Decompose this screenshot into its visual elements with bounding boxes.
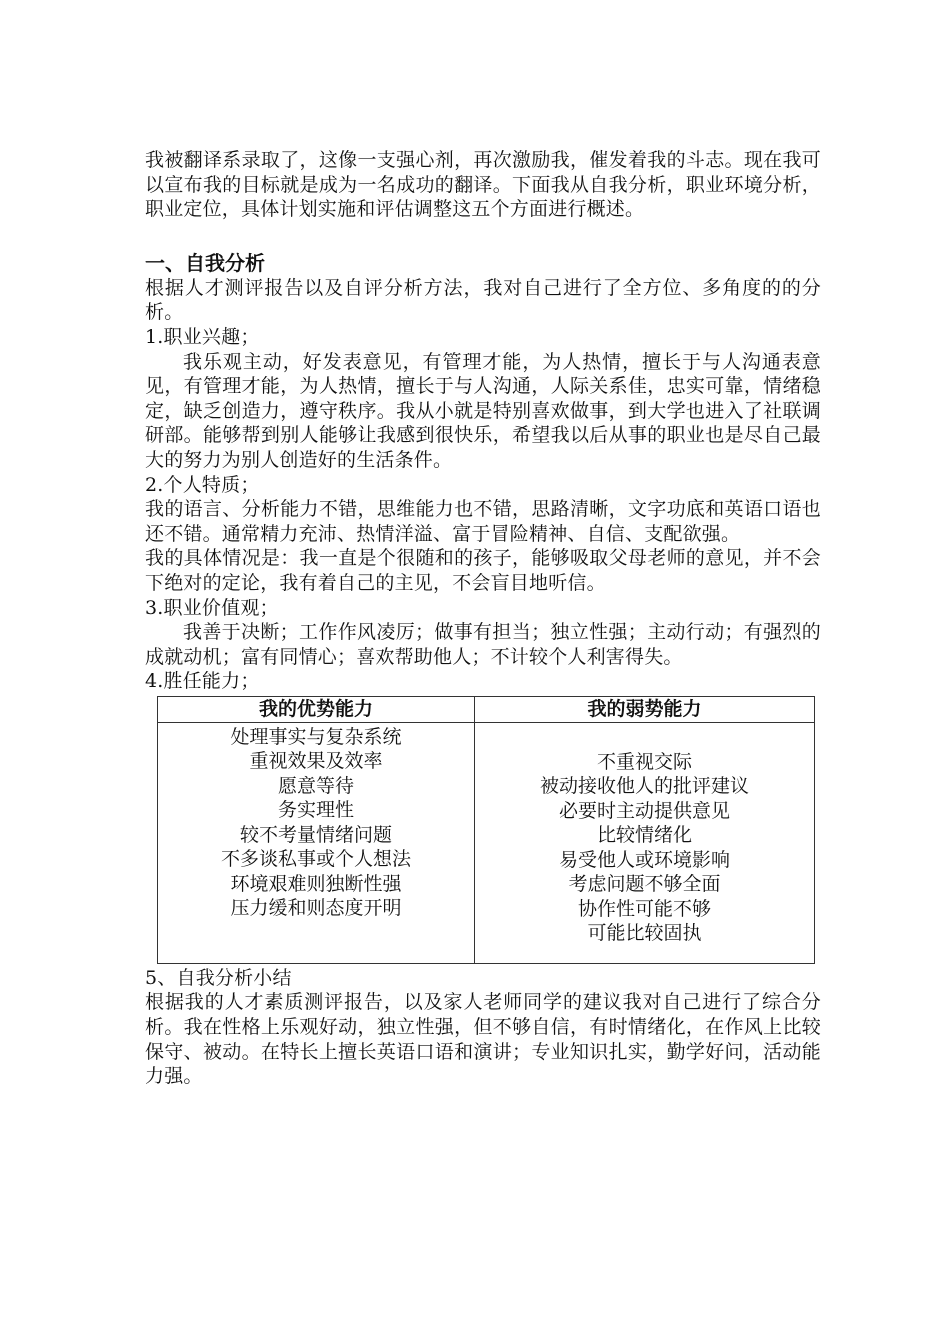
weakness-item: 协作性可能不够 (577, 897, 711, 920)
weakness-item: 可能比较固执 (587, 922, 702, 945)
intro-paragraph: 我被翻译系录取了，这像一支强心剂，再次激励我，催发着我的斗志。现在我可以宣布我的目标就是成为一名成功的翻译。下面我从自我分析，职业环境分析，职业定位，具体计划实施和评估调整这五个方面进行概述。 (145, 149, 821, 221)
interest-body: 我乐观主动，好发表意见，有管理才能，为人热情，擅长于与人沟通表意见，有管理才能，为人热情，擅长于与人沟通，人际关系佳，忠实可靠，情绪稳定，缺乏创造力，遵守秩序。我从小就是特别喜欢做事，到大学也进入了社联调研部。能够帮到别人能够让我感到很快乐，希望我以后从事的职业也是尽自己最大的努力为别人创造好的生活条件。 (145, 350, 821, 471)
values-body: 我善于决断；工作作风凌厉；做事有担当；独立性强；主动行动；有强烈的成就动机；富有同情心；喜欢帮助他人；不计较个人利害得失。 (145, 621, 821, 668)
weakness-item: 易受他人或环境影响 (558, 848, 730, 871)
weakness-item: 考虑问题不够全面 (568, 873, 721, 896)
weakness-item: 必要时主动提供意见 (558, 799, 730, 822)
summary-body: 根据我的人才素质测评报告，以及家人老师同学的建议我对自己进行了综合分析。我在性格上乐观好动，独立性强，但不够自信，有时情绪化，在作风上比较保守、被动。在特长上擅长英语口语和演讲；专业知识扎实，勤学好问，活动能力强。 (145, 991, 821, 1088)
competence-title: 4.胜任能力； (145, 670, 260, 693)
strength-item: 不多谈私事或个人想法 (220, 848, 411, 871)
weaknesses-cell (475, 722, 815, 963)
document-page (145, 148, 821, 1089)
strength-item: 较不考量情绪问题 (239, 823, 392, 846)
weakness-item: 被动接收他人的批评建议 (539, 775, 749, 798)
strength-item: 压力缓和则态度开明 (230, 897, 402, 920)
traits-title: 2.个人特质； (145, 473, 260, 496)
strength-item: 愿意等待 (277, 774, 354, 797)
abilities-body-row (158, 722, 815, 963)
summary-title: 5、自我分析小结 (145, 966, 292, 989)
weaknesses-header: 我的弱势能力 (475, 696, 815, 722)
strength-item: 务实理性 (277, 799, 354, 822)
traits-body-2: 我的具体情况是：我一直是个很随和的孩子，能够吸取父母老师的意见，并不会下绝对的定论，我有着自己的主见，不会盲目地听信。 (145, 547, 821, 594)
strength-item: 处理事实与复杂系统 (230, 725, 402, 748)
strengths-cell (158, 722, 475, 963)
self-analysis-lead: 根据人才测评报告以及自评分析方法，我对自己进行了全方位、多角度的的分析。 (145, 276, 821, 324)
section-gap (145, 222, 821, 250)
interest-title: 1.职业兴趣； (145, 325, 260, 348)
section-heading-self-analysis: 一、自我分析 (145, 250, 265, 275)
weakness-item: 不重视交际 (596, 750, 692, 773)
strength-item: 重视效果及效率 (249, 750, 383, 773)
abilities-header-row (158, 696, 815, 722)
values-title: 3.职业价值观； (145, 596, 279, 619)
strength-item: 环境艰难则独断性强 (230, 872, 402, 895)
traits-body-1: 我的语言、分析能力不错，思维能力也不错，思路清晰，文字功底和英语口语也还不错。通常精力充沛、热情洋溢、富于冒险精神、自信、支配欲强。 (145, 498, 821, 545)
weakness-item: 比较情绪化 (596, 824, 692, 847)
abilities-table (157, 696, 815, 964)
strengths-header: 我的优势能力 (158, 696, 475, 722)
